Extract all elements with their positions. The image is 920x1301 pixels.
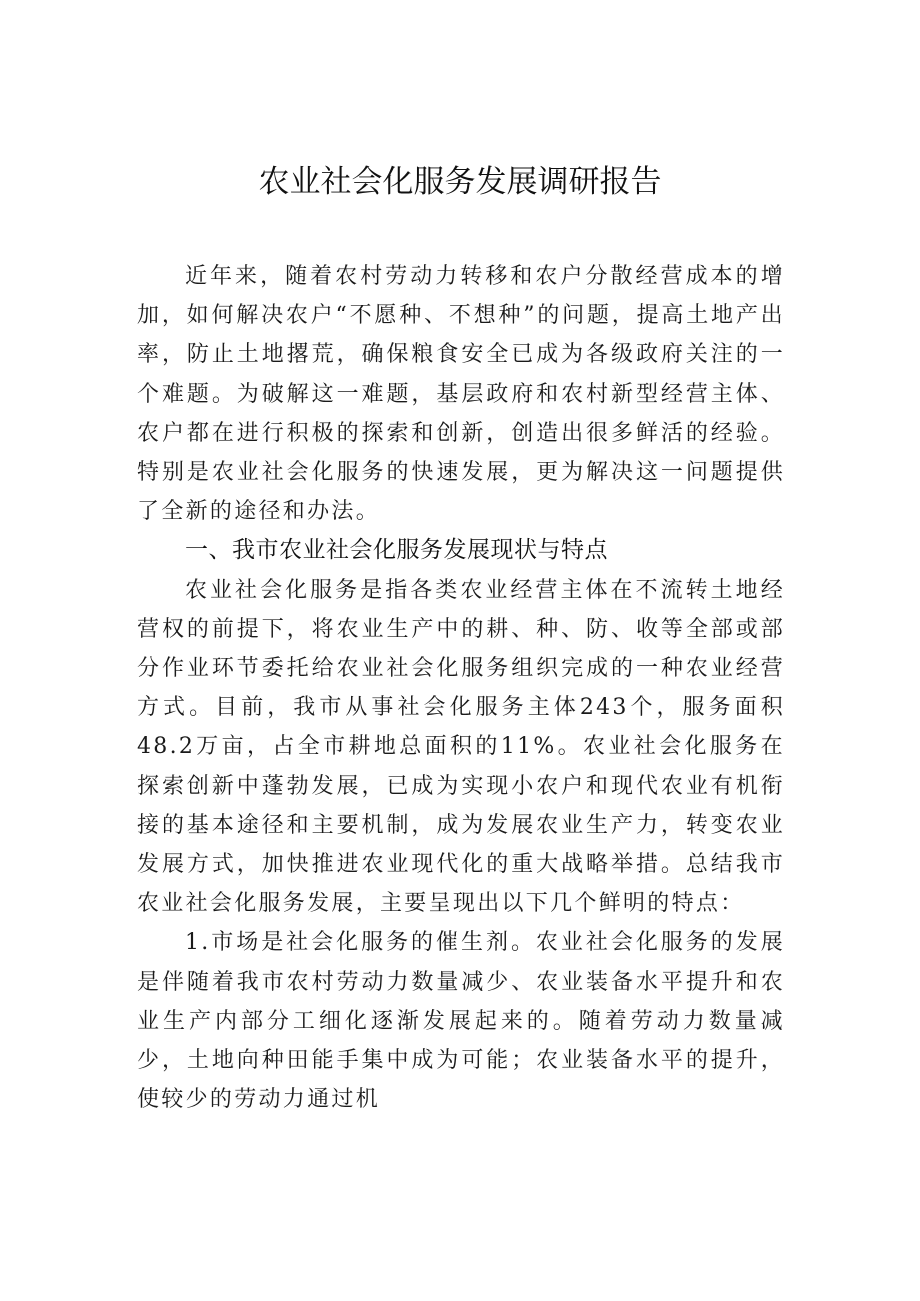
paragraph-point-1: 1.市场是社会化服务的催生剂。农业社会化服务的发展是伴随着我市农村劳动力数量减少、农业装备水平提升和农业生产内部分工细化逐渐发展起来的。随着劳动力数量减少，土地向种田能手集中成为可能；农业装备水平的提升，使较少的劳动力通过机: [137, 930, 785, 1113]
paragraph-intro: 近年来，随着农村劳动力转移和农户分散经营成本的增加，如何解决农户“不愿种、不想种”的问题，提高土地产出率，防止土地撂荒，确保粮食安全已成为各级政府关注的一个难题。为破解这一难题，基层政府和农村新型经营主体、农户都在进行积极的探索和创新，创造出很多鲜活的经验。特别是农业社会化服务的快速发展，更为解决这一问题提供了全新的途径和办法。: [137, 264, 785, 525]
document-body: [137, 257, 785, 1119]
paragraph-definition: 农业社会化服务是指各类农业经营主体在不流转土地经营权的前提下，将农业生产中的耕、种、防、收等全部或部分作业环节委托给农业社会化服务组织完成的一种农业经营方式。目前，我市从事社会化服务主体243个，服务面积48.2万亩，占全市耕地总面积的11%。农业社会化服务在探索创新中蓬勃发展，已成为实现小农户和现代农业有机衔接的基本途径和主要机制，成为发展农业生产力，转变农业发展方式，加快推进农业现代化的重大战略举措。总结我市农业社会化服务发展，主要呈现出以下几个鲜明的特点：: [137, 577, 785, 917]
document-title: 农业社会化服务发展调研报告: [258, 164, 662, 200]
section-heading-1: 一、我市农业社会化服务发展现状与特点: [185, 537, 608, 564]
